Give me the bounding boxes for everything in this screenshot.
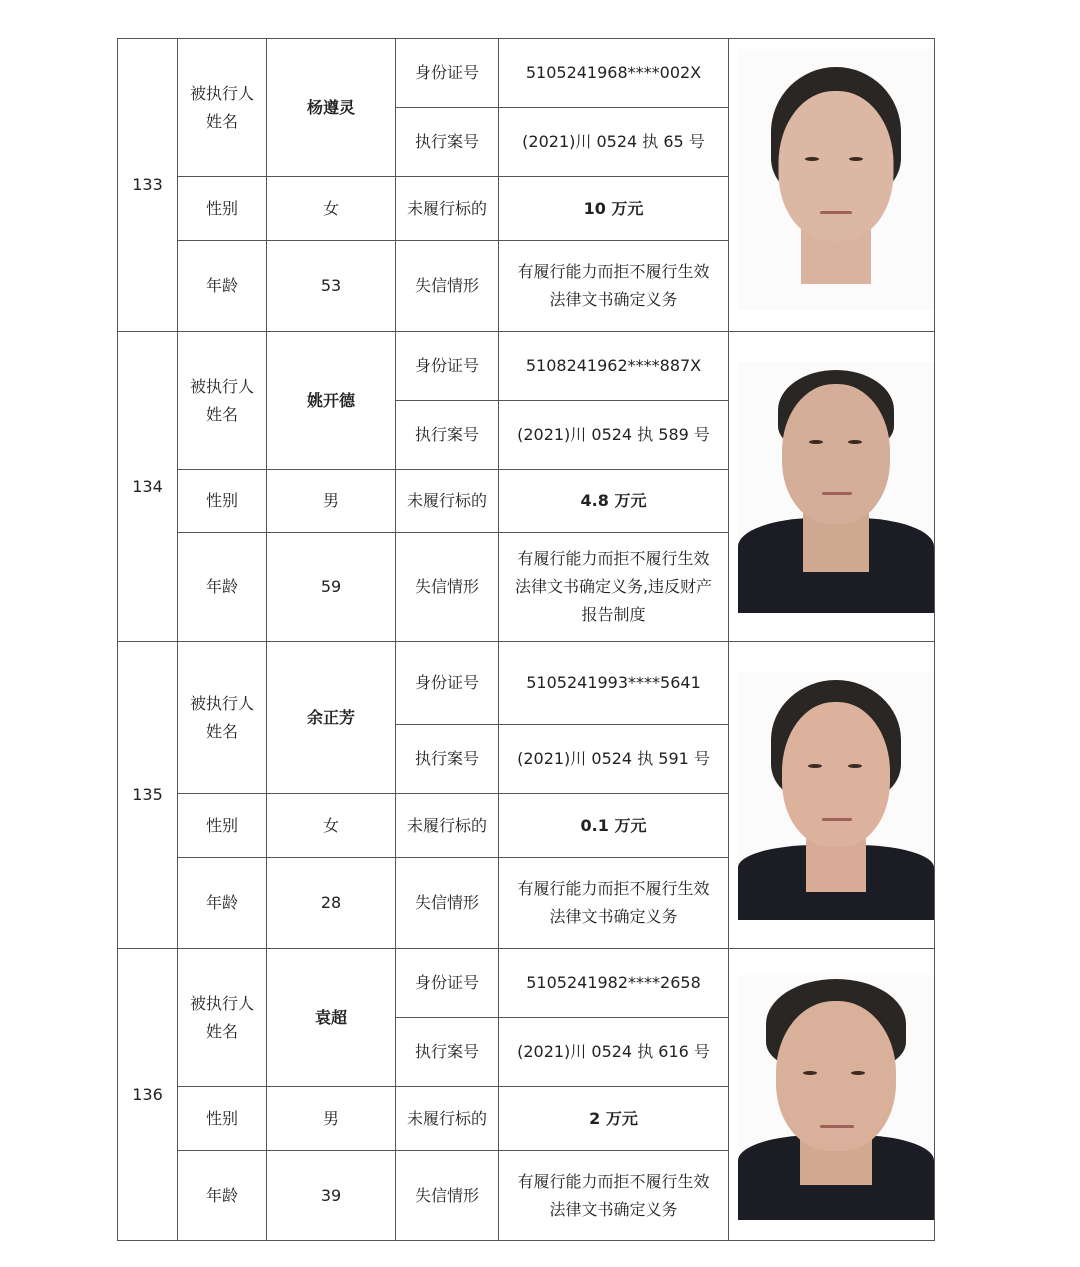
photo-cell <box>729 39 935 332</box>
name-label-line2: 姓名 <box>205 404 238 424</box>
record-number: 135 <box>118 642 178 949</box>
situation-label: 失信情形 <box>396 241 499 332</box>
situation-value: 有履行能力而拒不履行生效法律文书确定义务 <box>499 1151 729 1241</box>
id-label: 身份证号 <box>396 332 499 401</box>
situation-label: 失信情形 <box>396 858 499 949</box>
portrait-photo <box>738 49 934 310</box>
case-number: (2021)川 0524 执 591 号 <box>499 725 729 794</box>
gender-value: 女 <box>267 177 396 241</box>
amount-label: 未履行标的 <box>396 177 499 241</box>
situation-value: 有履行能力而拒不履行生效法律文书确定义务 <box>499 858 729 949</box>
amount-value: 2 万元 <box>499 1087 729 1151</box>
record-135 <box>118 642 935 725</box>
situation-value: 有履行能力而拒不履行生效法律文书确定义务 <box>499 241 729 332</box>
name-label-line1: 被执行人 <box>189 83 254 103</box>
amount-label: 未履行标的 <box>396 470 499 533</box>
debtor-table <box>117 38 935 1241</box>
gender-label: 性别 <box>178 470 267 533</box>
id-number: 5105241993****5641 <box>499 642 729 725</box>
age-value: 39 <box>267 1151 396 1241</box>
record-136 <box>118 949 935 1018</box>
name-label <box>178 949 267 1087</box>
age-label: 年龄 <box>178 533 267 642</box>
amount-value: 4.8 万元 <box>499 470 729 533</box>
amount-label: 未履行标的 <box>396 794 499 858</box>
age-value: 59 <box>267 533 396 642</box>
situation-label: 失信情形 <box>396 1151 499 1241</box>
name-label-line1: 被执行人 <box>189 693 254 713</box>
age-label: 年龄 <box>178 858 267 949</box>
record-number: 136 <box>118 949 178 1241</box>
age-label: 年龄 <box>178 241 267 332</box>
age-label: 年龄 <box>178 1151 267 1241</box>
id-number: 5105241982****2658 <box>499 949 729 1018</box>
id-label: 身份证号 <box>396 39 499 108</box>
debtor-name: 杨遵灵 <box>267 39 396 177</box>
situation-label: 失信情形 <box>396 533 499 642</box>
gender-label: 性别 <box>178 794 267 858</box>
record-133 <box>118 39 935 108</box>
case-label: 执行案号 <box>396 725 499 794</box>
name-label-line2: 姓名 <box>205 111 238 131</box>
debtor-name: 余正芳 <box>267 642 396 794</box>
name-label-line2: 姓名 <box>205 721 238 741</box>
case-label: 执行案号 <box>396 108 499 177</box>
name-label-line1: 被执行人 <box>189 376 254 396</box>
photo-cell <box>729 332 935 642</box>
debtor-name: 姚开德 <box>267 332 396 470</box>
gender-label: 性别 <box>178 177 267 241</box>
record-134 <box>118 332 935 401</box>
amount-value: 0.1 万元 <box>499 794 729 858</box>
debtor-name: 袁超 <box>267 949 396 1087</box>
record-number: 133 <box>118 39 178 332</box>
id-label: 身份证号 <box>396 642 499 725</box>
id-number: 5108241962****887X <box>499 332 729 401</box>
name-label-line1: 被执行人 <box>189 993 254 1013</box>
age-value: 28 <box>267 858 396 949</box>
id-label: 身份证号 <box>396 949 499 1018</box>
portrait-photo <box>738 672 934 920</box>
photo-cell <box>729 949 935 1241</box>
portrait-photo <box>738 362 934 613</box>
gender-label: 性别 <box>178 1087 267 1151</box>
name-label <box>178 332 267 470</box>
gender-value: 男 <box>267 1087 396 1151</box>
gender-value: 女 <box>267 794 396 858</box>
case-number: (2021)川 0524 执 65 号 <box>499 108 729 177</box>
amount-label: 未履行标的 <box>396 1087 499 1151</box>
gender-value: 男 <box>267 470 396 533</box>
amount-value: 10 万元 <box>499 177 729 241</box>
portrait-photo <box>738 975 934 1220</box>
case-number: (2021)川 0524 执 589 号 <box>499 401 729 470</box>
name-label-line2: 姓名 <box>205 1021 238 1041</box>
case-label: 执行案号 <box>396 1018 499 1087</box>
record-number: 134 <box>118 332 178 642</box>
photo-cell <box>729 642 935 949</box>
situation-value: 有履行能力而拒不履行生效法律文书确定义务,违反财产报告制度 <box>499 533 729 642</box>
name-label <box>178 642 267 794</box>
case-number: (2021)川 0524 执 616 号 <box>499 1018 729 1087</box>
case-label: 执行案号 <box>396 401 499 470</box>
age-value: 53 <box>267 241 396 332</box>
name-label <box>178 39 267 177</box>
id-number: 5105241968****002X <box>499 39 729 108</box>
